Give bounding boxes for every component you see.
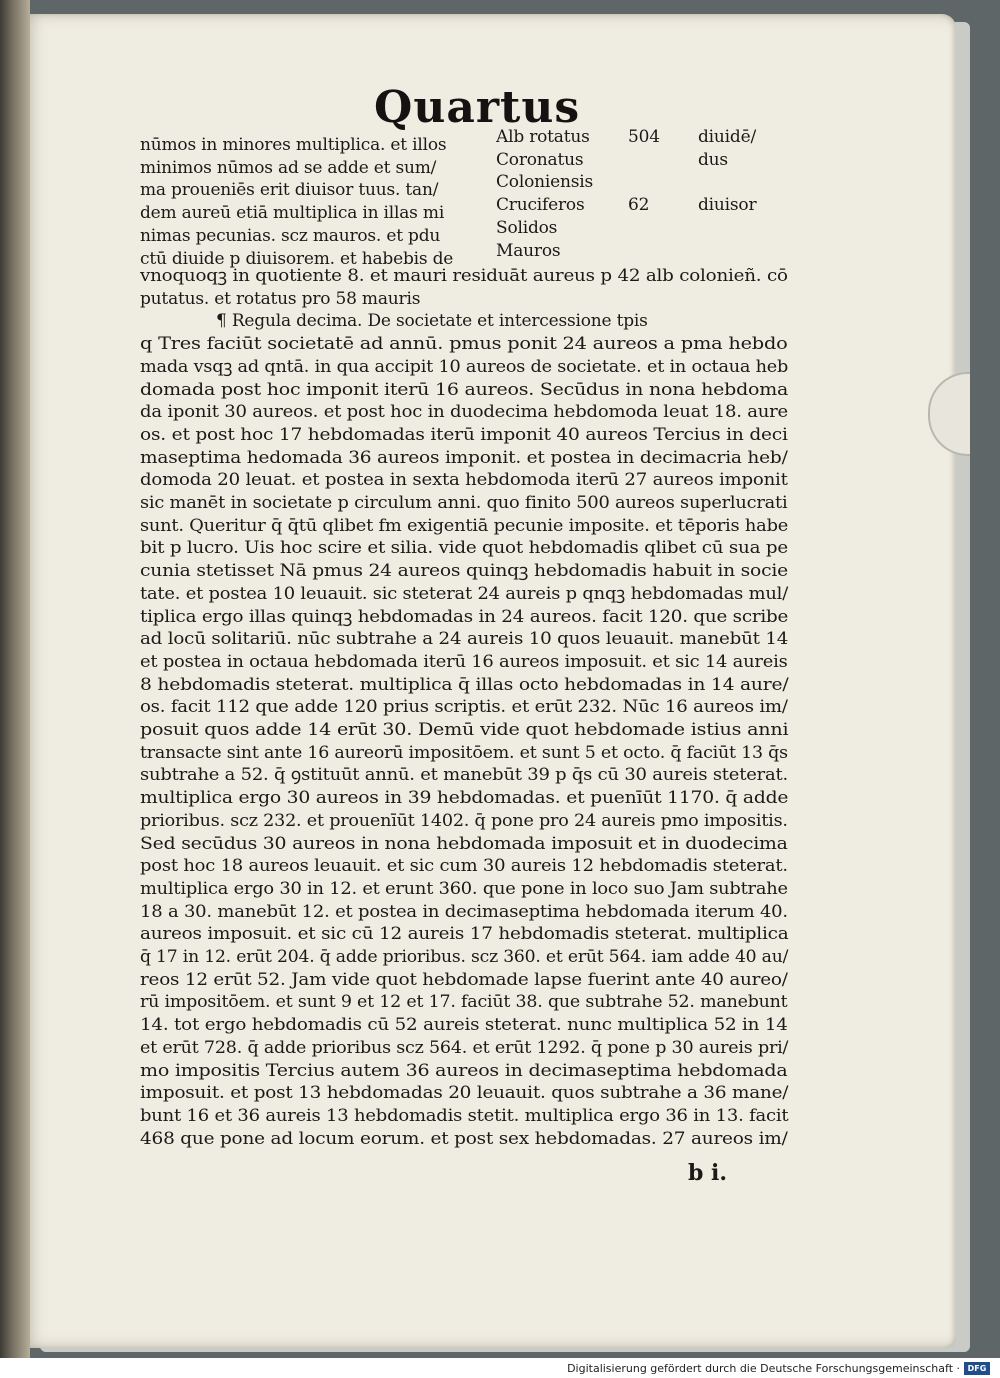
body-line: tiplica ergo illas quinqꝫ hebdomadas in 24 aureos. facit 120. que scribe: [140, 606, 789, 627]
body-line: q Tres faciūt societatē ad annū. pmus ponit 24 aureos a pma hebdo: [140, 334, 788, 355]
right-column-note: diuidē/: [698, 127, 756, 147]
body-line: da iponit 30 aureos. et post hoc in duodecima hebdomoda leuat 18. aure: [140, 402, 788, 423]
body-line: os. et post hoc 17 hebdomadas iterū imponit 40 aureos Tercius in deci: [140, 424, 788, 445]
left-column-line: ctū diuide p diuisorem. et habebis de: [140, 248, 454, 269]
body-line: subtrahe a 52. q̄ ꝯstituūt annū. et manebūt 39 p q̄s cū 30 aureis steterat.: [140, 765, 788, 786]
footer-credit: Digitalisierung gefördert durch die Deutsche Forschungsgemeinschaft ·: [567, 1362, 960, 1375]
body-line: imposuit. et post 13 hebdomadas 20 leuauit. quos subtrahe a 36 mane/: [140, 1083, 789, 1104]
body-line: mada vsqꝫ ad qntā. in qua accipit 10 aureos de societate. et in octaua heb: [140, 356, 789, 377]
left-column-line: nūmos in minores multiplica. et illos: [140, 135, 447, 155]
body-line: domada post hoc imponit iterū 16 aureos. Secūdus in nona hebdoma: [140, 379, 789, 400]
body-line: vnoquoqꝫ in quotiente 8. et mauri residuāt aureus p 42 alb colonieñ. cō: [140, 266, 788, 286]
right-column-name: Mauros: [496, 240, 561, 261]
body-line: maseptima hedomada 36 aureos imponit. et postea in decimacria heb/: [140, 447, 788, 468]
body-line: 468 que pone ad locum eorum. et post sex hebdomadas. 27 aureos im/: [140, 1128, 788, 1149]
book-page: [24, 14, 956, 1348]
body-line: putatus. et rotatus pro 58 mauris: [140, 288, 421, 309]
dfg-logo: DFG: [964, 1362, 990, 1375]
body-line: ¶ Regula decima. De societate et intercessione tpis: [216, 311, 648, 332]
right-column-note: diuisor: [698, 195, 757, 216]
body-line: multiplica ergo 30 in 12. et erunt 360. que pone in loco suo Jam subtrahe: [140, 878, 788, 899]
body-line: sic manēt in societate p circulum anni. quo finito 500 aureos superlucrati: [140, 493, 788, 513]
body-line: multiplica ergo 30 aureos in 39 hebdomadas. et puenīūt 1170. q̄ adde: [140, 788, 789, 809]
body-line: bit p lucro. Uis hoc scire et silia. vide quot hebdomadis qlibet cū sua pe: [140, 538, 788, 559]
body-line: mo impositis Tercius autem 36 aureos in decimaseptima hebdomada: [140, 1060, 788, 1081]
right-column-name: Solidos: [496, 217, 558, 238]
body-line: 8 hebdomadis steterat. multiplica q̄ illas octo hebdomadas in 14 aure/: [140, 674, 789, 695]
left-column-line: nimas pecunias. scz mauros. et pdu: [140, 225, 441, 246]
body-line: 14. tot ergo hebdomadis cū 52 aureis steterat. nunc multiplica 52 in 14: [140, 1015, 788, 1036]
signature-mark: b i.: [688, 1160, 728, 1186]
left-column-line: minimos nūmos ad se adde et sum/: [140, 157, 437, 178]
left-column-line: dem aureū etiā multiplica in illas mi: [140, 203, 445, 224]
body-line: post hoc 18 aureos leuauit. et sic cum 30 aureis 12 hebdomadis steterat.: [140, 856, 788, 877]
right-column-name: Alb rotatus: [496, 127, 590, 147]
body-line: posuit quos adde 14 erūt 30. Demū vide quot hebdomade istius anni: [140, 720, 789, 740]
right-column-name: Coloniensis: [496, 172, 593, 193]
body-line: domoda 20 leuat. et postea in sexta hebdomoda iterū 27 aureos imponit: [140, 470, 788, 491]
left-column-line: ma proueniēs erit diuisor tuus. tan/: [140, 180, 439, 201]
body-line: transacte sint ante 16 aureorū impositōem. et sunt 5 et octo. q̄ faciūt 13 q̄s: [140, 742, 788, 763]
page-heading: Quartus: [374, 82, 581, 133]
body-line: 18 a 30. manebūt 12. et postea in decimaseptima hebdomada iterum 40.: [140, 901, 788, 922]
book-binding: [0, 0, 30, 1358]
body-line: sunt. Queritur q̄ q̄tū qlibet fm exigentiā pecunie imposite. et tēporis habe: [140, 515, 789, 536]
body-line: cunia stetisset Nā pmus 24 aureos quinqꝫ hebdomadis habuit in socie: [140, 561, 788, 582]
body-line: bunt 16 et 36 aureis 13 hebdomadis stetit. multiplica ergo 36 in 13. facit: [140, 1105, 789, 1126]
body-line: et postea in octaua hebdomada iterū 16 aureos imposuit. et sic 14 aureis: [140, 651, 788, 672]
body-line: reos 12 erūt 52. Jam vide quot hebdomade lapse fuerint ante 40 aureo/: [140, 969, 788, 990]
right-column-number: 504: [628, 127, 660, 147]
right-column-note: dus: [698, 149, 728, 170]
body-line: os. facit 112 que adde 120 prius scriptis. et erūt 232. Nūc 16 aureos im/: [140, 697, 788, 718]
body-line: ad locū solitariū. nūc subtrahe a 24 aureis 10 quos leuauit. manebūt 14: [140, 629, 789, 650]
body-line: rū impositōem. et sunt 9 et 12 et 17. faciūt 38. que subtrahe 52. manebunt: [140, 992, 788, 1013]
body-line: aureos imposuit. et sic cū 12 aureis 17 hebdomadis steterat. multiplica: [140, 924, 789, 945]
body-line: q̄ 17 in 12. erūt 204. q̄ adde prioribus. scz 360. et erūt 564. iam adde 40 au/: [140, 947, 789, 967]
body-line: Sed secūdus 30 aureos in nona hebdomada imposuit et in duodecima: [140, 833, 788, 854]
right-column-name: Cruciferos: [496, 195, 585, 216]
body-line: et erūt 728. q̄ adde prioribus scz 564. et erūt 1292. q̄ pone p 30 aureis pri/: [140, 1037, 789, 1058]
body-line: tate. et postea 10 leuauit. sic steterat 24 aureis p qnqꝫ hebdomadas mul/: [140, 583, 789, 604]
right-column-number: 62: [628, 195, 650, 216]
body-line: prioribus. scz 232. et prouenīūt 1402. q̄ pone pro 24 aureis pmo impositis.: [140, 810, 788, 831]
right-column-name: Coronatus: [496, 149, 584, 170]
